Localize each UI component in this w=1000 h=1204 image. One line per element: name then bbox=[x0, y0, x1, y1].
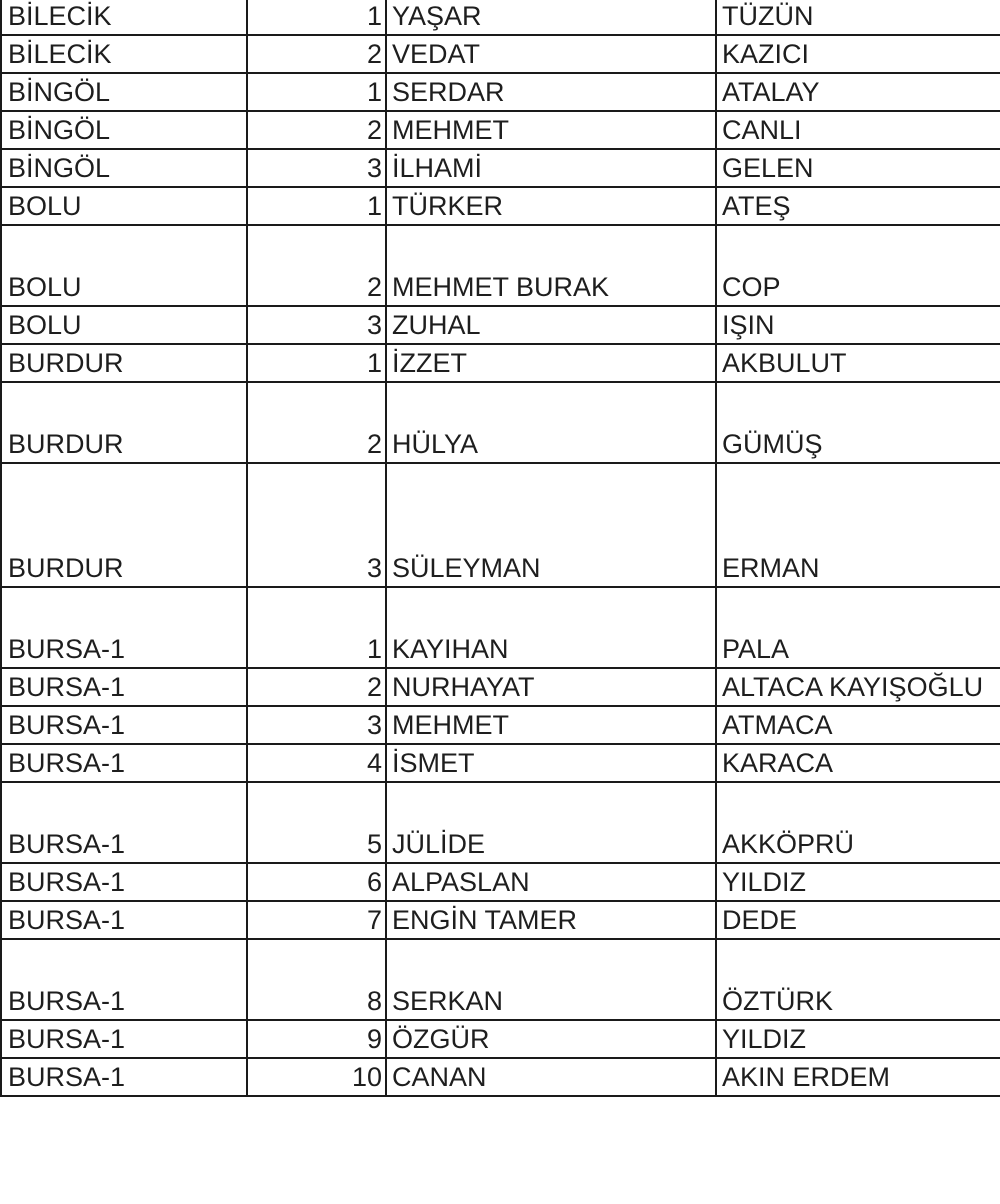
table-row bbox=[1, 863, 1000, 901]
table-row bbox=[1, 939, 1000, 1020]
table-row bbox=[1, 782, 1000, 863]
last-name-cell[interactable]: AKBULUT bbox=[716, 344, 1000, 382]
last-name-cell[interactable]: CANLI bbox=[716, 111, 1000, 149]
table-row bbox=[1, 111, 1000, 149]
rank-cell[interactable]: 2 bbox=[247, 382, 386, 463]
last-name-cell[interactable]: KARACA bbox=[716, 744, 1000, 782]
province-cell[interactable]: BİLECİK bbox=[1, 0, 247, 35]
last-name-cell[interactable]: ATMACA bbox=[716, 706, 1000, 744]
province-cell[interactable]: BURSA-1 bbox=[1, 901, 247, 939]
table-row bbox=[1, 149, 1000, 187]
first-name-cell[interactable]: KAYIHAN bbox=[386, 587, 716, 668]
province-cell[interactable]: BURSA-1 bbox=[1, 782, 247, 863]
table-row bbox=[1, 382, 1000, 463]
province-cell[interactable]: BURSA-1 bbox=[1, 1020, 247, 1058]
last-name-cell[interactable]: PALA bbox=[716, 587, 1000, 668]
rank-cell[interactable]: 4 bbox=[247, 744, 386, 782]
first-name-cell[interactable]: İZZET bbox=[386, 344, 716, 382]
rank-cell[interactable]: 2 bbox=[247, 35, 386, 73]
province-cell[interactable]: BURSA-1 bbox=[1, 744, 247, 782]
province-cell[interactable]: BURSA-1 bbox=[1, 939, 247, 1020]
rank-cell[interactable]: 3 bbox=[247, 463, 386, 587]
province-cell[interactable]: BURSA-1 bbox=[1, 668, 247, 706]
first-name-cell[interactable]: ENGİN TAMER bbox=[386, 901, 716, 939]
last-name-cell[interactable]: KAZICI bbox=[716, 35, 1000, 73]
last-name-cell[interactable]: GELEN bbox=[716, 149, 1000, 187]
rank-cell[interactable]: 5 bbox=[247, 782, 386, 863]
rank-cell[interactable]: 3 bbox=[247, 149, 386, 187]
table-row bbox=[1, 668, 1000, 706]
table-row bbox=[1, 73, 1000, 111]
table-row bbox=[1, 706, 1000, 744]
first-name-cell[interactable]: VEDAT bbox=[386, 35, 716, 73]
table-row bbox=[1, 35, 1000, 73]
rank-cell[interactable]: 1 bbox=[247, 187, 386, 225]
last-name-cell[interactable]: AKIN ERDEM bbox=[716, 1058, 1000, 1096]
table-row bbox=[1, 0, 1000, 35]
province-cell[interactable]: BİNGÖL bbox=[1, 111, 247, 149]
province-cell[interactable]: BURSA-1 bbox=[1, 587, 247, 668]
table-row bbox=[1, 463, 1000, 587]
last-name-cell[interactable]: YILDIZ bbox=[716, 863, 1000, 901]
rank-cell[interactable]: 7 bbox=[247, 901, 386, 939]
rank-cell[interactable]: 1 bbox=[247, 0, 386, 35]
rank-cell[interactable]: 2 bbox=[247, 111, 386, 149]
last-name-cell[interactable]: AKKÖPRÜ bbox=[716, 782, 1000, 863]
last-name-cell[interactable]: IŞIN bbox=[716, 306, 1000, 344]
province-cell[interactable]: BURDUR bbox=[1, 344, 247, 382]
last-name-cell[interactable]: TÜZÜN bbox=[716, 0, 1000, 35]
rank-cell[interactable]: 3 bbox=[247, 306, 386, 344]
table-row bbox=[1, 306, 1000, 344]
province-cell[interactable]: BOLU bbox=[1, 225, 247, 306]
table-row bbox=[1, 1020, 1000, 1058]
first-name-cell[interactable]: İSMET bbox=[386, 744, 716, 782]
first-name-cell[interactable]: HÜLYA bbox=[386, 382, 716, 463]
table-row bbox=[1, 1058, 1000, 1096]
last-name-cell[interactable]: YILDIZ bbox=[716, 1020, 1000, 1058]
province-cell[interactable]: BİNGÖL bbox=[1, 149, 247, 187]
first-name-cell[interactable]: MEHMET BURAK bbox=[386, 225, 716, 306]
last-name-cell[interactable]: ERMAN bbox=[716, 463, 1000, 587]
table-row bbox=[1, 344, 1000, 382]
first-name-cell[interactable]: ZUHAL bbox=[386, 306, 716, 344]
province-cell[interactable]: BOLU bbox=[1, 306, 247, 344]
table-row bbox=[1, 187, 1000, 225]
province-cell[interactable]: BURDUR bbox=[1, 463, 247, 587]
last-name-cell[interactable]: GÜMÜŞ bbox=[716, 382, 1000, 463]
province-cell[interactable]: BURSA-1 bbox=[1, 863, 247, 901]
rank-cell[interactable]: 8 bbox=[247, 939, 386, 1020]
table-row bbox=[1, 587, 1000, 668]
province-cell[interactable]: BİLECİK bbox=[1, 35, 247, 73]
province-cell[interactable]: BURSA-1 bbox=[1, 706, 247, 744]
first-name-cell[interactable]: İLHAMİ bbox=[386, 149, 716, 187]
rank-cell[interactable]: 1 bbox=[247, 73, 386, 111]
last-name-cell[interactable]: COP bbox=[716, 225, 1000, 306]
province-cell[interactable]: BİNGÖL bbox=[1, 73, 247, 111]
first-name-cell[interactable]: ÖZGÜR bbox=[386, 1020, 716, 1058]
table-row bbox=[1, 744, 1000, 782]
province-cell[interactable]: BOLU bbox=[1, 187, 247, 225]
rank-cell[interactable]: 1 bbox=[247, 587, 386, 668]
table-row bbox=[1, 901, 1000, 939]
province-cell[interactable]: BURDUR bbox=[1, 382, 247, 463]
first-name-cell[interactable]: JÜLİDE bbox=[386, 782, 716, 863]
rank-cell[interactable]: 2 bbox=[247, 668, 386, 706]
first-name-cell[interactable]: SÜLEYMAN bbox=[386, 463, 716, 587]
rank-cell[interactable]: 9 bbox=[247, 1020, 386, 1058]
first-name-cell[interactable]: MEHMET bbox=[386, 111, 716, 149]
candidate-table-body bbox=[1, 0, 1000, 1096]
rank-cell[interactable]: 2 bbox=[247, 225, 386, 306]
province-cell[interactable]: BURSA-1 bbox=[1, 1058, 247, 1096]
first-name-cell[interactable]: MEHMET bbox=[386, 706, 716, 744]
last-name-cell[interactable]: ALTACA KAYIŞOĞLU bbox=[716, 668, 1000, 706]
rank-cell[interactable]: 1 bbox=[247, 344, 386, 382]
last-name-cell[interactable]: ATALAY bbox=[716, 73, 1000, 111]
rank-cell[interactable]: 3 bbox=[247, 706, 386, 744]
last-name-cell[interactable]: ATEŞ bbox=[716, 187, 1000, 225]
first-name-cell[interactable]: YAŞAR bbox=[386, 0, 716, 35]
last-name-cell[interactable]: DEDE bbox=[716, 901, 1000, 939]
first-name-cell[interactable]: SERKAN bbox=[386, 939, 716, 1020]
first-name-cell[interactable]: TÜRKER bbox=[386, 187, 716, 225]
first-name-cell[interactable]: CANAN bbox=[386, 1058, 716, 1096]
first-name-cell[interactable]: ALPASLAN bbox=[386, 863, 716, 901]
last-name-cell[interactable]: ÖZTÜRK bbox=[716, 939, 1000, 1020]
rank-cell[interactable]: 6 bbox=[247, 863, 386, 901]
table-row bbox=[1, 225, 1000, 306]
first-name-cell[interactable]: SERDAR bbox=[386, 73, 716, 111]
first-name-cell[interactable]: NURHAYAT bbox=[386, 668, 716, 706]
rank-cell[interactable]: 10 bbox=[247, 1058, 386, 1096]
